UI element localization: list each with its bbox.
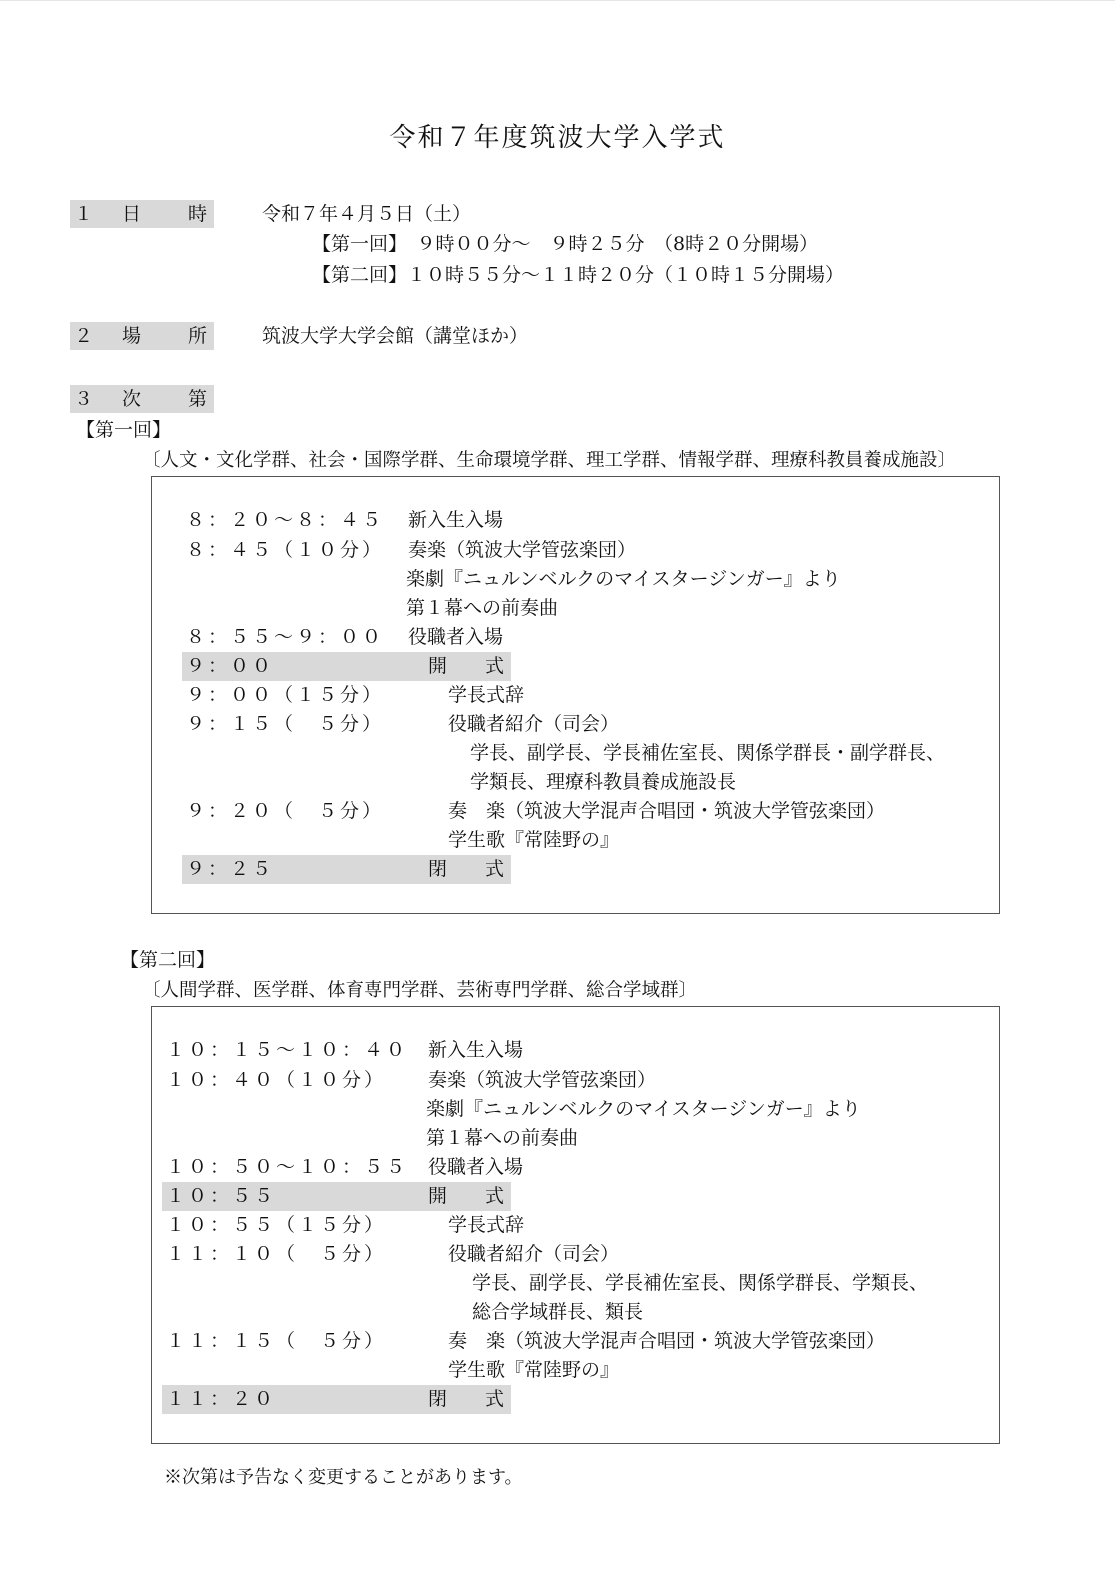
program-item: 学長式辞 bbox=[448, 1214, 525, 1236]
footnote: ※次第は予告なく変更することがあります。 bbox=[164, 1467, 523, 1488]
program-time: １０：１５～１０：４０ bbox=[166, 1039, 409, 1061]
program-item: 奏楽（筑波大学管弦楽団） bbox=[428, 1069, 657, 1091]
section-label-datetime bbox=[70, 200, 214, 228]
section-label-char: 所 bbox=[188, 325, 208, 347]
program-time: ８：４５（１０分） bbox=[186, 539, 385, 561]
program-time: ８：５５～９：００ bbox=[186, 626, 385, 648]
first-session-heading: 【第一回】 bbox=[76, 419, 172, 441]
program-item: 新入生入場 bbox=[408, 509, 504, 531]
venue: 筑波大学大学会館（講堂ほか） bbox=[262, 325, 529, 347]
program-item: 学生歌『常陸野の』 bbox=[448, 829, 620, 851]
program-item: 学長、副学長、学長補佐室長、関係学群長・副学群長、 bbox=[470, 742, 946, 764]
section-number: ２ bbox=[74, 325, 94, 347]
section-number: １ bbox=[74, 203, 94, 225]
program-item: 奏 楽（筑波大学混声合唱団・筑波大学管弦楽団） bbox=[448, 800, 886, 822]
program-item: 役職者入場 bbox=[408, 626, 504, 648]
event-date: 令和７年４月５日（土） bbox=[262, 203, 472, 225]
section-number: ３ bbox=[74, 388, 94, 410]
second-program-box bbox=[151, 1006, 1000, 1444]
session-time-second: 【第二回】１０時５５分～１１時２０分（１０時１５分開場） bbox=[312, 264, 845, 286]
program-item: 学生歌『常陸野の』 bbox=[448, 1359, 620, 1381]
program-time: １０：５０～１０：５５ bbox=[166, 1156, 409, 1178]
program-item: 役職者紹介（司会） bbox=[448, 1243, 620, 1265]
program-time: ９：２０（ ５分） bbox=[186, 800, 385, 822]
program-item: 閉 式 bbox=[428, 1388, 505, 1410]
program-time: ９：００（１５分） bbox=[186, 684, 385, 706]
first-program-box bbox=[151, 476, 1000, 914]
section-label-char: 場 bbox=[122, 325, 142, 347]
section-label-program bbox=[70, 385, 214, 413]
program-item: 第１幕への前奏曲 bbox=[426, 1127, 579, 1149]
program-item: 楽劇『ニュルンベルクのマイスタージンガー』より bbox=[406, 568, 841, 590]
program-time: １１：２０ bbox=[166, 1388, 277, 1410]
section-label-char: 次 bbox=[122, 388, 142, 410]
program-time: ９：２５ bbox=[186, 858, 275, 880]
section-label-place bbox=[70, 322, 214, 350]
section-label-char: 日 bbox=[122, 203, 142, 225]
program-item: 新入生入場 bbox=[428, 1039, 524, 1061]
program-item: 開 式 bbox=[428, 655, 505, 677]
program-time: ９：１５（ ５分） bbox=[186, 713, 385, 735]
program-item: 役職者入場 bbox=[428, 1156, 524, 1178]
program-item: 第１幕への前奏曲 bbox=[406, 597, 559, 619]
session-time-first: 【第一回】 ９時００分～ ９時２５分 （8時２０分開場） bbox=[312, 233, 819, 255]
program-time: １１：１０（ ５分） bbox=[166, 1243, 387, 1265]
program-item: 開 式 bbox=[428, 1185, 505, 1207]
program-item: 奏楽（筑波大学管弦楽団） bbox=[408, 539, 637, 561]
program-time: １０：５５（１５分） bbox=[166, 1214, 387, 1236]
program-time: ９：００ bbox=[186, 655, 275, 677]
first-session-groups: 〔人文・文化学群、社会・国際学群、生命環境学群、理工学群、情報学群、理療科教員養成施設〕 bbox=[142, 450, 957, 471]
program-time: １１：１５（ ５分） bbox=[166, 1330, 387, 1352]
section-label-char: 時 bbox=[188, 203, 208, 225]
second-session-groups: 〔人間学群、医学群、体育専門学群、芸術専門学群、総合学域群〕 bbox=[142, 980, 698, 1001]
program-item: 学長、副学長、学長補佐室長、関係学群長、学類長、 bbox=[472, 1272, 929, 1294]
program-item: 楽劇『ニュルンベルクのマイスタージンガー』より bbox=[426, 1098, 861, 1120]
program-time: １０：４０（１０分） bbox=[166, 1069, 387, 1091]
program-item: 奏 楽（筑波大学混声合唱団・筑波大学管弦楽団） bbox=[448, 1330, 886, 1352]
section-label-char: 第 bbox=[188, 388, 208, 410]
second-session-heading: 【第二回】 bbox=[120, 949, 216, 971]
program-item: 役職者紹介（司会） bbox=[448, 713, 620, 735]
program-time: １０：５５ bbox=[166, 1185, 277, 1207]
program-time: ８：２０～８：４５ bbox=[186, 509, 385, 531]
program-item: 学長式辞 bbox=[448, 684, 525, 706]
program-item: 閉 式 bbox=[428, 858, 505, 880]
page-title: 令和７年度筑波大学入学式 bbox=[389, 123, 726, 153]
program-item: 学類長、理療科教員養成施設長 bbox=[470, 771, 737, 793]
program-item: 総合学域群長、類長 bbox=[472, 1301, 644, 1323]
